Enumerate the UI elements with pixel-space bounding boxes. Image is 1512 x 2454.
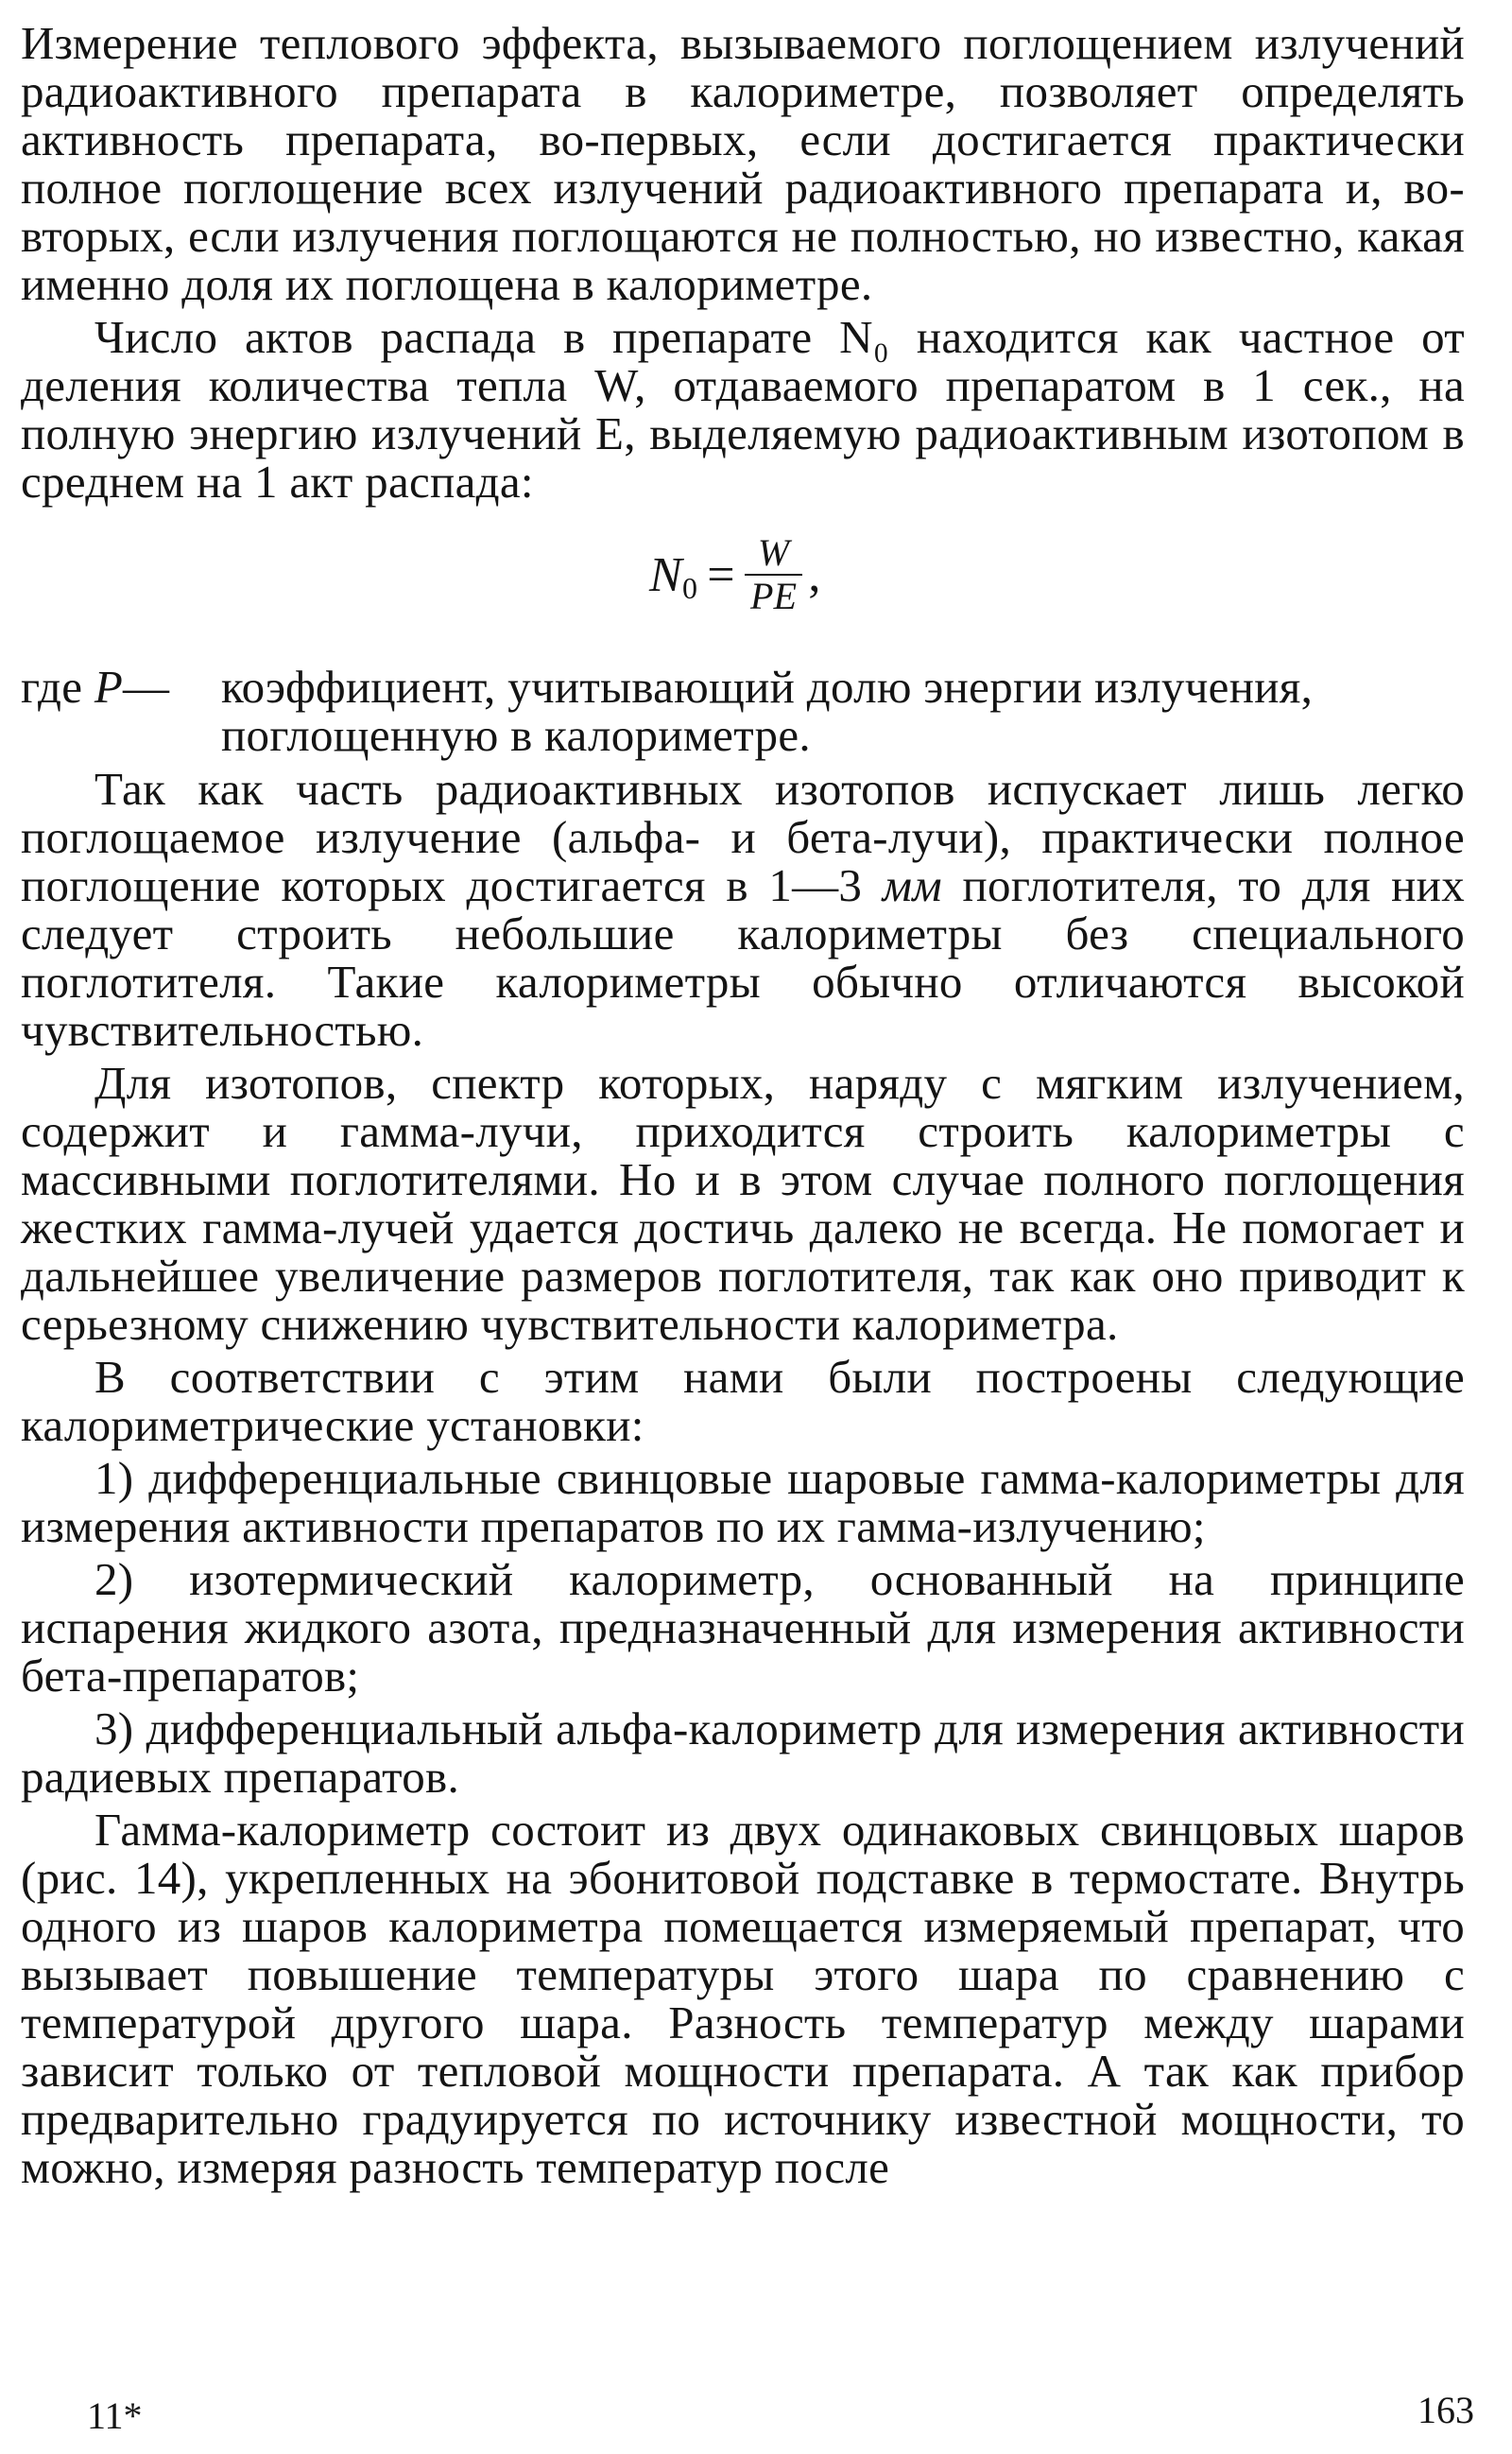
where-clause bbox=[21, 663, 1465, 759]
list-item-2: 2) изотермический калориметр, основанный на принципе испарения жидкого азота, предназначенный для измерения активности бета-препаратов; bbox=[21, 1553, 1465, 1702]
formula-activity bbox=[21, 513, 1465, 646]
paragraph-gamma-isotopes: Для изотопов, спектр которых, наряду с мягким излучением, содержит и гамма-лучи, приходится строить калориметры с массивными поглотителями. Но и в этом случае полного поглощения жестких гамма-лучей удается достичь далеко не всегда. Не помогает и дальнейшее увеличение размеров поглотителя, так как оно приводит к серьезному снижению чувствительности калориметра. bbox=[21, 1057, 1465, 1350]
formula-comma: , bbox=[808, 547, 821, 602]
page-footer bbox=[0, 2389, 1512, 2441]
paragraph-soft-emitters bbox=[21, 765, 1465, 1054]
page-number: 163 bbox=[1418, 2389, 1474, 2431]
where-word: где bbox=[21, 661, 83, 713]
body-text bbox=[21, 19, 1465, 2196]
paragraph-soft-emitters-part1: Так как часть радиоактивных изотопов испускает лишь легко поглощаемое излучение (альфа- и бета-лучи), практически полное поглощение которых достигается в 1—3 bbox=[21, 763, 1465, 911]
paragraph-installations: В соответствии с этим нами были построены следующие калориметрические установки: bbox=[21, 1351, 1465, 1451]
formula-denominator: PE bbox=[749, 575, 798, 617]
formula-lhs-subscript: 0 bbox=[681, 570, 698, 605]
formula-lhs: N bbox=[649, 547, 682, 602]
formula-fraction bbox=[745, 532, 802, 617]
list-item-1: 1) дифференциальные свинцовые шаровые гамма-калориметры для измерения активности препаратов по их гамма-излучению; bbox=[21, 1452, 1465, 1552]
where-dash: — bbox=[123, 661, 170, 713]
paragraph-soft-emitters-part2: поглотителя, то для них следует строить небольшие калориметры без специального поглотителя. Такие калориметры обычно отличаются высокой чувствительностью. bbox=[21, 859, 1466, 1056]
paragraph-gamma-calorimeter: Гамма-калориметр состоит из двух одинаковых свинцовых шаров (рис. 14), укрепленных на эбонитовой подставке в термостате. Внутрь одного из шаров калориметра помещается измеряемый препарат, что вызывает повышение температуры этого шара по сравнению с температурой другого шара. Разность температур между шарами зависит только от тепловой мощности препарата. А так как прибор предварительно градуируется по источнику известной мощности, то можно, измеряя разность температур после bbox=[21, 1804, 1465, 2193]
paragraph-decay-acts: Число актов распада в препарате N₀ находится как частное от деления количества тепла W, отдаваемого препаратом в 1 сек., на полную энергию излучений E, выделяемую радиоактивным изотопом в среднем на 1 акт распада: bbox=[21, 311, 1465, 508]
formula-numerator: W bbox=[757, 531, 790, 574]
list-item-3: 3) дифференциальный альфа-калориметр для измерения активности радиевых препаратов. bbox=[21, 1702, 1465, 1803]
paragraph-intro: Измерение теплового эффекта, вызываемого поглощением излучений радиоактивного препарата в калориметре, позволяет определять активность препарата, во-первых, если достигается практически полное поглощение всех излучений радиоактивного препарата и, во-вторых, если излучения поглощаются не полностью, но известно, какая именно доля их поглощена в калориметре. bbox=[21, 17, 1465, 310]
where-definition: коэффициент, учитывающий долю энергии излучения, поглощенную в калориметре. bbox=[221, 661, 1314, 761]
signature-mark: 11* bbox=[87, 2394, 143, 2437]
formula-equals: = bbox=[707, 547, 735, 602]
unit-mm: мм bbox=[882, 859, 942, 911]
where-variable: P bbox=[94, 661, 124, 713]
